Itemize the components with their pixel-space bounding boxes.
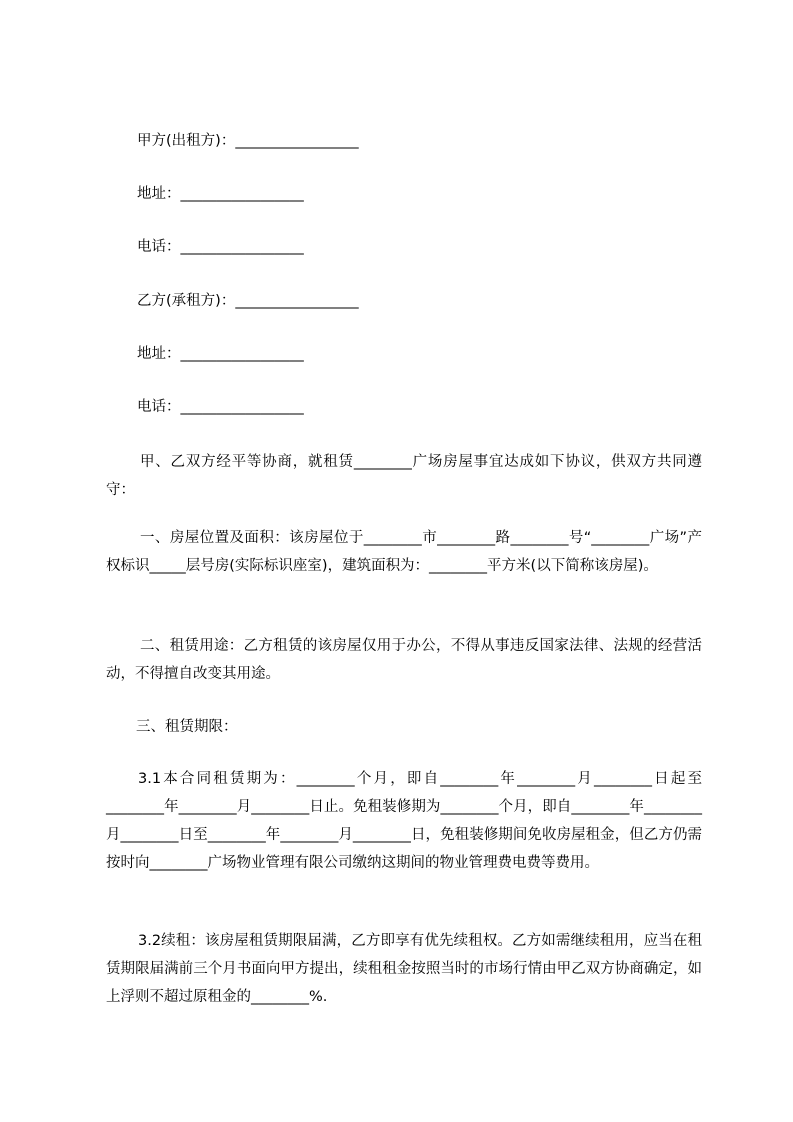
section-2-lease-purpose: 二、租赁用途：乙方租赁的该房屋仅用于办公，不得从事违反国家法律、法规的经营活动，不得擅自改变其用途。	[106, 638, 702, 682]
section-1-location-area: 一、房屋位置及面积：该房屋位于________市________路________号“________广场”产权标识_____层号房(实际标识座室)，建筑面积为：________平方米(以下简称该房屋)。	[106, 530, 702, 574]
party-b-phone: 电话：_________________	[137, 399, 304, 415]
party-b-title: 乙方(承租方)：_________________	[137, 293, 359, 309]
section-3-heading: 三、租赁期限：	[136, 719, 238, 735]
section-3-2-renewal: 3.2续租：该房屋租赁期限届满，乙方即享有优先续租权。乙方如需继续租用，应当在租赁期限届满前三个月书面向甲方提出，续租租金按照当时的市场行情由甲乙双方协商确定，如上浮则不超过原租金的________%.	[106, 933, 702, 1005]
preamble: 甲、乙双方经平等协商，就租赁________广场房屋事宜达成如下协议，供双方共同遵守：	[106, 454, 702, 498]
party-a-address: 地址：_________________	[137, 186, 304, 202]
party-a-phone: 电话：_________________	[137, 239, 304, 255]
section-3-1-lease-term: 3.1本合同租赁期为：________个月，即自________年________月________日起至________年________月________日止。免租装修期为________个月，即自________年________月________日至________年________月________日，免租装修期间免收房屋租金，但乙方仍需按时向________广场物业管理有限公司缴纳这期间的物业管理费电费等费用。	[106, 771, 702, 871]
party-b-address: 地址：_________________	[137, 346, 304, 362]
party-a-title: 甲方(出租方)：_________________	[137, 133, 359, 149]
